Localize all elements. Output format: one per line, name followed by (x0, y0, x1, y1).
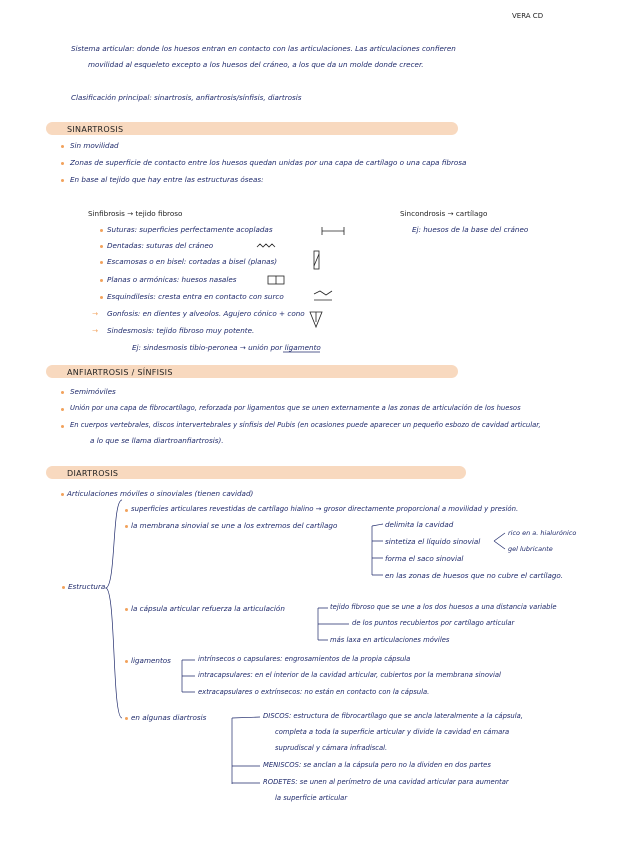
cartilago-line: superficies articulares revestidas de cartílago hialino → grosor directamente proporcional a movilidad y presión. (131, 505, 519, 513)
rodetes-line-1: RODETES: se unen al perímetro de una cavidad articular para aumentar (263, 778, 509, 786)
diartrosis-bullet: Articulaciones móviles o sinoviales (tienen cavidad) (67, 489, 254, 498)
sinfibrosis-heading: Sinfibrosis → tejido fibroso (88, 209, 183, 218)
type-esquindilesis: Esquindilesis: cresta entra en contacto con surco (107, 292, 284, 301)
rodetes-line-2: la superficie articular (275, 794, 348, 802)
sinartrosis-bullet-3: En base al tejido que hay entre las estructuras óseas: (70, 175, 264, 184)
sincondrosis-heading: Sincondrosis → cartílago (400, 209, 488, 218)
type-gonfosis: Gonfosis: en dientes y alveolos. Agujero cónico + cono (107, 309, 305, 318)
sinartrosis-bullet-2: Zonas de superficie de contacto entre los huesos quedan unidas por una capa de cartílago o una capa fibrosa (70, 158, 467, 167)
membrana-line: la membrana sinovial se une a los extremos del cartílago (131, 521, 338, 530)
discos-line-3: suprudiscal y cámara infradiscal. (275, 744, 388, 752)
section-title-anfiartrosis: ANFIARTROSIS / SÍNFISIS (67, 368, 173, 377)
capsula-line: la cápsula articular refuerza la articulación (131, 604, 285, 613)
algunas-label: en algunas diartrosis (131, 713, 207, 722)
type-sindesmosis: Sindesmosis: tejido fibroso muy potente. (107, 326, 255, 335)
sincondrosis-example: Ej: huesos de la base del cráneo (412, 225, 529, 234)
anfiartrosis-bullet-3: En cuerpos vertebrales, discos intervertebrales y sínfisis del Pubis (en ocasiones puede aparecer un pequeño esbozo de cavidad articular, (70, 421, 541, 429)
type-suturas: Suturas: superficies perfectamente acopladas (107, 225, 273, 234)
ligamentos-item-3: extracapsulares o extrínsecos: no están en contacto con la cápsula. (198, 688, 430, 696)
anfiartrosis-bullet-3-cont: a lo que se llama diartroanfiartrosis). (90, 436, 224, 445)
liquido-item-1: rico en a. hialurónico (508, 529, 577, 537)
capsula-item-2: de los puntos recubiertos por cartílago articular (352, 619, 515, 627)
membrana-item-4: en las zonas de huesos que no cubre el cartílago. (385, 571, 564, 580)
estructura-label: Estructura (68, 582, 106, 591)
author-label: VERA CD (512, 12, 544, 20)
anfiartrosis-bullet-2: Unión por una capa de fibrocartílago, reforzada por ligamentos que se unen externamente a las zonas de articulación de los huesos (70, 404, 521, 412)
membrana-item-2: sintetiza el líquido sinovial (385, 537, 481, 546)
type-sindesmosis-example: Ej: sindesmosis tibio-peronea → unión por ligamento (132, 343, 321, 352)
membrana-item-1: delimita la cavidad (385, 520, 454, 529)
type-dentadas: Dentadas: suturas del cráneo (107, 241, 214, 250)
ligamentos-item-1: intrínsecos o capsulares: engrosamientos de la propia cápsula (198, 655, 411, 663)
capsula-item-1: tejido fibroso que se une a los dos huesos a una distancia variable (330, 603, 557, 611)
meniscos-line: MENISCOS: se anclan a la cápsula pero no la dividen en dos partes (263, 761, 491, 769)
type-escamosas: Escamosas o en bisel: cortadas a bisel (planas) (107, 257, 278, 266)
sinartrosis-bullet-1: Sin movilidad (70, 141, 119, 150)
discos-line-1: DISCOS: estructura de fibrocartílago que se ancla lateralmente a la cápsula, (263, 712, 523, 720)
arrow-sindesmosis: → (92, 326, 99, 335)
section-title-sinartrosis: SINARTROSIS (67, 125, 124, 134)
section-title-diartrosis: DIARTROSIS (67, 469, 119, 478)
anfiartrosis-bullet-1: Semimóviles (70, 387, 116, 396)
intro-line-2: movilidad al esqueleto excepto a los huesos del cráneo, a los que da un molde donde crecer. (88, 60, 424, 69)
classification-line: Clasificación principal: sinartrosis, anfiartrosis/sínfisis, diartrosis (71, 93, 302, 102)
discos-line-2: completa a toda la superficie articular y divide la cavidad en cámara (275, 728, 510, 736)
type-planas: Planas o armónicas: huesos nasales (107, 275, 237, 284)
capsula-item-3: más laxa en articulaciones móviles (330, 636, 450, 644)
arrow-gonfosis: → (92, 309, 99, 318)
membrana-item-3: forma el saco sinovial (385, 554, 464, 563)
ligamentos-label: ligamentos (131, 656, 171, 665)
liquido-item-2: gel lubricante (508, 545, 553, 553)
ligamentos-item-2: intracapsulares: en el interior de la cavidad articular, cubiertos por la membrana sinovial (198, 671, 501, 679)
intro-line-1: Sistema articular: donde los huesos entran en contacto con las articulaciones. Las articulaciones confieren (71, 44, 456, 53)
